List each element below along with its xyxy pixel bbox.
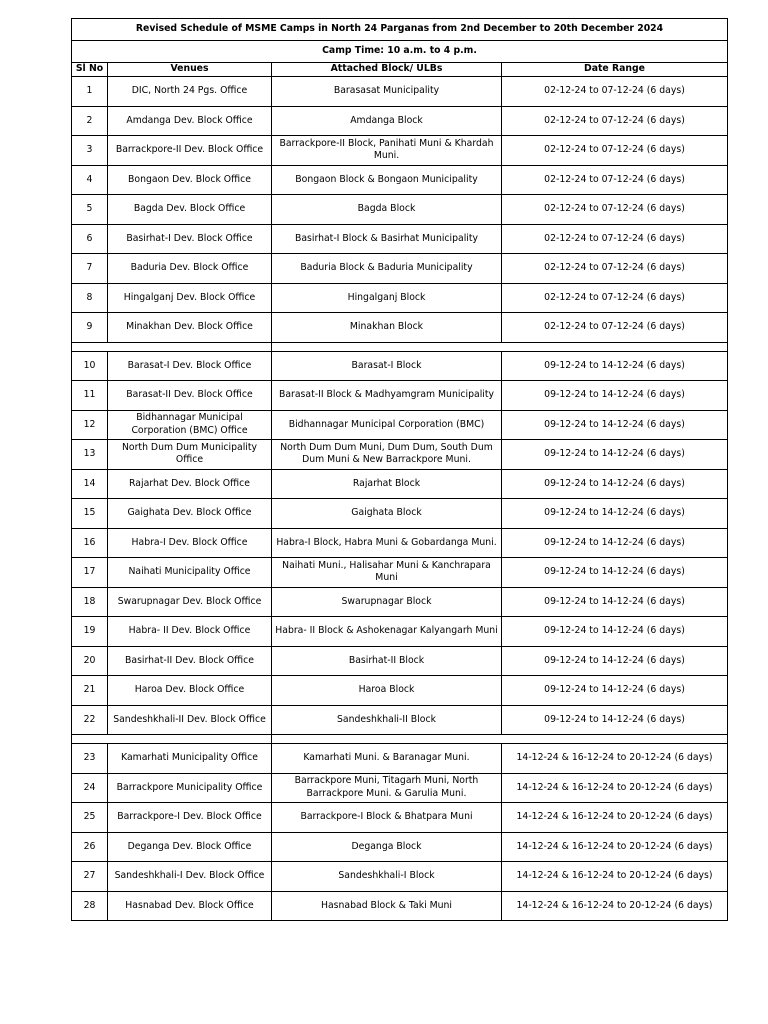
cell-sl-no: 16 [72,528,108,558]
cell-venue: Barasat-II Dev. Block Office [108,381,272,411]
cell-attached: Rajarhat Block [272,469,502,499]
table-row [72,410,728,440]
table-row [72,832,728,862]
cell-attached: Barasat-II Block & Madhyamgram Municipality [272,381,502,411]
table-row [72,254,728,284]
cell-date-range: 09-12-24 to 14-12-24 (6 days) [502,558,728,588]
cell-sl-no: 6 [72,224,108,254]
camp-time-row [72,41,728,63]
table-row [72,440,728,470]
table-row [72,381,728,411]
cell-date-range: 14-12-24 & 16-12-24 to 20-12-24 (6 days) [502,773,728,803]
table-row [72,469,728,499]
table-row [72,646,728,676]
cell-date-range: 14-12-24 & 16-12-24 to 20-12-24 (6 days) [502,803,728,833]
cell-date-range: 09-12-24 to 14-12-24 (6 days) [502,469,728,499]
table-row [72,676,728,706]
table-row [72,587,728,617]
cell-sl-no: 12 [72,410,108,440]
cell-venue: Sandeshkhali-I Dev. Block Office [108,862,272,892]
cell-venue: Naihati Municipality Office [108,558,272,588]
cell-venue: Deganga Dev. Block Office [108,832,272,862]
cell-attached: Hingalganj Block [272,283,502,313]
cell-venue: Haroa Dev. Block Office [108,676,272,706]
header-date-range: Date Range [502,63,728,77]
cell-sl-no: 24 [72,773,108,803]
separator-cell [272,735,728,744]
table-row [72,891,728,921]
table-row [72,106,728,136]
table-row [72,803,728,833]
cell-sl-no: 22 [72,705,108,735]
cell-date-range: 09-12-24 to 14-12-24 (6 days) [502,381,728,411]
table-row [72,313,728,343]
cell-sl-no: 27 [72,862,108,892]
table-row [72,283,728,313]
table-row [72,224,728,254]
header-row [72,63,728,77]
cell-venue: Hingalganj Dev. Block Office [108,283,272,313]
cell-attached: Sandeshkhali-I Block [272,862,502,892]
cell-venue: DIC, North 24 Pgs. Office [108,77,272,107]
cell-attached: Barasasat Municipality [272,77,502,107]
cell-sl-no: 18 [72,587,108,617]
separator-cell [72,735,272,744]
header-attached: Attached Block/ ULBs [272,63,502,77]
table-row [72,528,728,558]
cell-date-range: 02-12-24 to 07-12-24 (6 days) [502,224,728,254]
cell-venue: Habra- II Dev. Block Office [108,617,272,647]
cell-attached: Amdanga Block [272,106,502,136]
cell-sl-no: 10 [72,351,108,381]
cell-date-range: 02-12-24 to 07-12-24 (6 days) [502,136,728,166]
cell-date-range: 09-12-24 to 14-12-24 (6 days) [502,499,728,529]
cell-attached: Barasat-I Block [272,351,502,381]
group-separator [72,735,728,744]
cell-date-range: 09-12-24 to 14-12-24 (6 days) [502,440,728,470]
cell-attached: Hasnabad Block & Taki Muni [272,891,502,921]
table-row [72,351,728,381]
cell-venue: Bongaon Dev. Block Office [108,165,272,195]
separator-cell [272,342,728,351]
cell-date-range: 09-12-24 to 14-12-24 (6 days) [502,676,728,706]
title-row [72,19,728,41]
cell-date-range: 02-12-24 to 07-12-24 (6 days) [502,313,728,343]
cell-date-range: 14-12-24 & 16-12-24 to 20-12-24 (6 days) [502,891,728,921]
table-row [72,773,728,803]
cell-attached: Naihati Muni., Halisahar Muni & Kanchrapara Muni [272,558,502,588]
cell-date-range: 02-12-24 to 07-12-24 (6 days) [502,254,728,284]
cell-attached: Swarupnagar Block [272,587,502,617]
table-row [72,617,728,647]
cell-attached: Basirhat-II Block [272,646,502,676]
cell-venue: Bidhannagar Municipal Corporation (BMC) Office [108,410,272,440]
cell-date-range: 09-12-24 to 14-12-24 (6 days) [502,351,728,381]
cell-attached: Habra-I Block, Habra Muni & Gobardanga Muni. [272,528,502,558]
cell-date-range: 02-12-24 to 07-12-24 (6 days) [502,165,728,195]
table-row [72,77,728,107]
document-title: Revised Schedule of MSME Camps in North 24 Parganas from 2nd December to 20th December 2024 [72,19,728,41]
camp-time: Camp Time: 10 a.m. to 4 p.m. [72,41,728,63]
cell-date-range: 02-12-24 to 07-12-24 (6 days) [502,195,728,225]
cell-venue: Barrackpore-I Dev. Block Office [108,803,272,833]
cell-sl-no: 11 [72,381,108,411]
table-row [72,195,728,225]
cell-venue: Sandeshkhali-II Dev. Block Office [108,705,272,735]
cell-venue: Basirhat-I Dev. Block Office [108,224,272,254]
cell-attached: Bongaon Block & Bongaon Municipality [272,165,502,195]
cell-attached: Kamarhati Muni. & Baranagar Muni. [272,744,502,774]
cell-date-range: 14-12-24 & 16-12-24 to 20-12-24 (6 days) [502,744,728,774]
cell-sl-no: 14 [72,469,108,499]
cell-venue: Gaighata Dev. Block Office [108,499,272,529]
schedule-table [71,18,728,921]
cell-date-range: 09-12-24 to 14-12-24 (6 days) [502,617,728,647]
cell-date-range: 02-12-24 to 07-12-24 (6 days) [502,283,728,313]
cell-attached: Habra- II Block & Ashokenagar Kalyangarh Muni [272,617,502,647]
cell-sl-no: 2 [72,106,108,136]
cell-sl-no: 28 [72,891,108,921]
table-row [72,499,728,529]
cell-date-range: 09-12-24 to 14-12-24 (6 days) [502,528,728,558]
cell-date-range: 02-12-24 to 07-12-24 (6 days) [502,106,728,136]
cell-attached: Deganga Block [272,832,502,862]
cell-venue: Barrackpore Municipality Office [108,773,272,803]
cell-sl-no: 13 [72,440,108,470]
cell-attached: Barrackpore-I Block & Bhatpara Muni [272,803,502,833]
cell-date-range: 09-12-24 to 14-12-24 (6 days) [502,705,728,735]
cell-venue: Barasat-I Dev. Block Office [108,351,272,381]
cell-sl-no: 9 [72,313,108,343]
cell-attached: North Dum Dum Muni, Dum Dum, South Dum Dum Muni & New Barrackpore Muni. [272,440,502,470]
cell-attached: Minakhan Block [272,313,502,343]
cell-sl-no: 23 [72,744,108,774]
header-venues: Venues [108,63,272,77]
cell-venue: Swarupnagar Dev. Block Office [108,587,272,617]
cell-venue: Hasnabad Dev. Block Office [108,891,272,921]
cell-sl-no: 25 [72,803,108,833]
cell-venue: Baduria Dev. Block Office [108,254,272,284]
cell-date-range: 14-12-24 & 16-12-24 to 20-12-24 (6 days) [502,862,728,892]
cell-venue: Kamarhati Municipality Office [108,744,272,774]
cell-sl-no: 1 [72,77,108,107]
cell-attached: Haroa Block [272,676,502,706]
cell-venue: Barrackpore-II Dev. Block Office [108,136,272,166]
cell-attached: Barrackpore Muni, Titagarh Muni, North Barrackpore Muni. & Garulia Muni. [272,773,502,803]
cell-attached: Gaighata Block [272,499,502,529]
cell-attached: Basirhat-I Block & Basirhat Municipality [272,224,502,254]
cell-date-range: 02-12-24 to 07-12-24 (6 days) [502,77,728,107]
cell-date-range: 09-12-24 to 14-12-24 (6 days) [502,646,728,676]
cell-attached: Sandeshkhali-II Block [272,705,502,735]
cell-sl-no: 7 [72,254,108,284]
cell-sl-no: 26 [72,832,108,862]
schedule-document [71,18,727,921]
group-separator [72,342,728,351]
table-row [72,136,728,166]
cell-date-range: 14-12-24 & 16-12-24 to 20-12-24 (6 days) [502,832,728,862]
cell-sl-no: 19 [72,617,108,647]
cell-sl-no: 15 [72,499,108,529]
table-row [72,165,728,195]
cell-date-range: 09-12-24 to 14-12-24 (6 days) [502,587,728,617]
cell-attached: Bagda Block [272,195,502,225]
table-row [72,558,728,588]
cell-venue: North Dum Dum Municipality Office [108,440,272,470]
cell-venue: Amdanga Dev. Block Office [108,106,272,136]
header-sl-no: Sl No [72,63,108,77]
cell-venue: Bagda Dev. Block Office [108,195,272,225]
cell-attached: Baduria Block & Baduria Municipality [272,254,502,284]
cell-sl-no: 21 [72,676,108,706]
cell-venue: Rajarhat Dev. Block Office [108,469,272,499]
cell-sl-no: 20 [72,646,108,676]
cell-sl-no: 3 [72,136,108,166]
cell-sl-no: 17 [72,558,108,588]
cell-date-range: 09-12-24 to 14-12-24 (6 days) [502,410,728,440]
table-row [72,862,728,892]
cell-venue: Minakhan Dev. Block Office [108,313,272,343]
cell-venue: Habra-I Dev. Block Office [108,528,272,558]
cell-venue: Basirhat-II Dev. Block Office [108,646,272,676]
cell-sl-no: 4 [72,165,108,195]
cell-attached: Bidhannagar Municipal Corporation (BMC) [272,410,502,440]
cell-sl-no: 8 [72,283,108,313]
separator-cell [72,342,272,351]
table-row [72,705,728,735]
cell-sl-no: 5 [72,195,108,225]
table-row [72,744,728,774]
cell-attached: Barrackpore-II Block, Panihati Muni & Khardah Muni. [272,136,502,166]
schedule-table-body [72,19,728,921]
